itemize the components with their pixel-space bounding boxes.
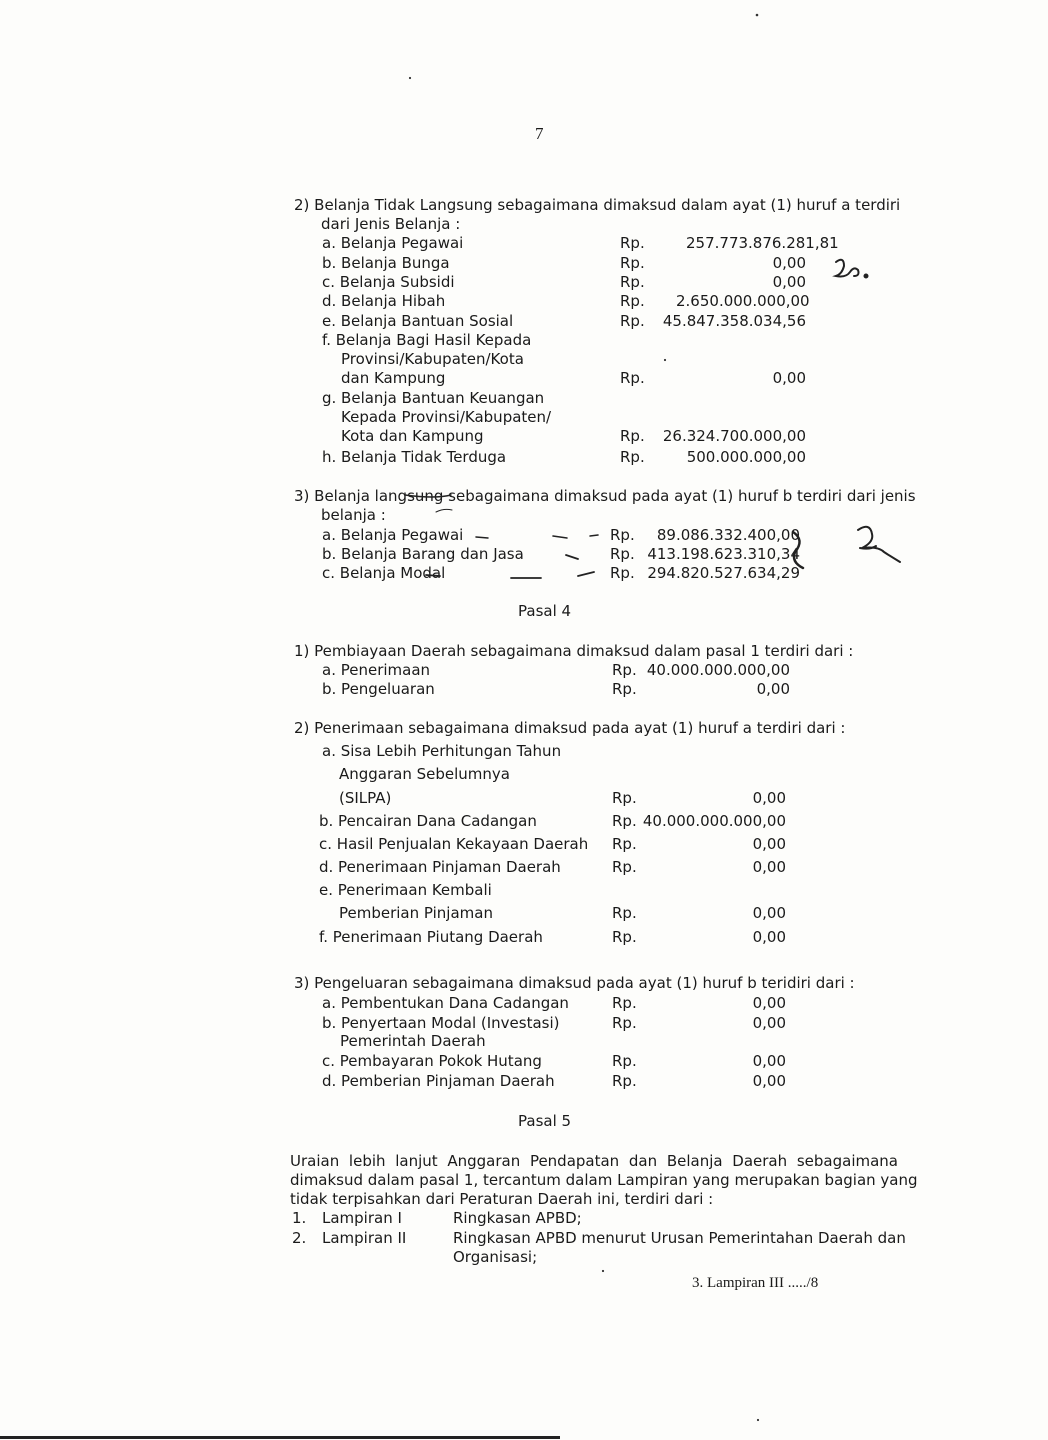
p4s2-item-label-cont: Anggaran Sebelumnya (339, 765, 510, 783)
p4s1-item-label: b. Pengeluaran (322, 680, 435, 698)
s2-item-label: c. Belanja Subsidi (322, 273, 455, 291)
s2-item-amount: 26.324.700.000,00 (662, 427, 806, 445)
p4s2-item-rp: Rp. (612, 789, 637, 807)
p5-line1: Uraian lebih lanjut Anggaran Pendapatan dan Belanja Daerah sebagaimana (290, 1152, 898, 1170)
p4s3-item-rp: Rp. (612, 994, 637, 1012)
s2-item-amount: 0,00 (772, 273, 806, 291)
p4s2-item-amount: 0,00 (752, 789, 786, 807)
p4s2-item-amount: 0,00 (752, 858, 786, 876)
p4s2-item-label-cont: (SILPA) (339, 789, 392, 807)
p4s3-item-label: a. Pembentukan Dana Cadangan (322, 994, 569, 1012)
p4s2-item-rp: Rp. (612, 812, 637, 830)
dash-marks (426, 555, 594, 578)
s3-item-amount: 294.820.527.634,29 (647, 564, 800, 582)
scribble-mark (436, 509, 452, 512)
p4s2-item-label-cont: Pemberian Pinjaman (339, 904, 493, 922)
p4s2-item-rp: Rp. (612, 904, 637, 922)
scan-bottom-edge (0, 1436, 560, 1439)
s2-item-amount: 0,00 (772, 369, 806, 387)
s3-item-amount: 413.198.623.310,34 (647, 545, 800, 563)
footer-next-page: 3. Lampiran III ...../8 (692, 1275, 819, 1291)
s2-item-label: d. Belanja Hibah (322, 292, 446, 310)
s2-intro-line1: 2) Belanja Tidak Langsung sebagaimana dimaksud dalam ayat (1) huruf a terdiri (294, 196, 901, 214)
p5-line3: tidak terpisahkan dari Peraturan Daerah ini, terdiri dari : (290, 1190, 714, 1208)
p4s2-item-amount: 0,00 (752, 904, 786, 922)
p4s2-item-rp: Rp. (612, 928, 637, 946)
s2-item-amount: 257.773.876.281,81 (686, 234, 839, 252)
p4s3-item-amount: 0,00 (752, 994, 786, 1012)
s2-item-label: b. Belanja Bunga (322, 254, 450, 272)
p4s1-item-rp: Rp. (612, 661, 637, 679)
s2-item-rp: Rp. (620, 369, 645, 387)
s2-item-label: e. Belanja Bantuan Sosial (322, 312, 514, 330)
p4s2-intro: 2) Penerimaan sebagaimana dimaksud pada ayat (1) huruf a terdiri dari : (294, 719, 846, 737)
bracket-mark (793, 532, 803, 568)
p4s3-item-amount: 0,00 (752, 1072, 786, 1090)
p4s3-item-amount: 0,00 (752, 1052, 786, 1070)
s3-item-label: b. Belanja Barang dan Jasa (322, 545, 524, 563)
p4s3-item-label: d. Pemberian Pinjaman Daerah (322, 1072, 555, 1090)
s3-item-label: a. Belanja Pegawai (322, 526, 464, 544)
p4s2-item-rp: Rp. (612, 858, 637, 876)
s2-item-label-cont: Provinsi/Kabupaten/Kota (341, 350, 524, 368)
underline-mark (405, 495, 451, 497)
lampiran-desc: Ringkasan APBD; (453, 1209, 582, 1227)
s2-item-amount: 2.650.000.000,00 (676, 292, 810, 310)
s2-item-label-cont: Kota dan Kampung (341, 427, 484, 445)
s2-item-amount: 500.000.000,00 (686, 448, 806, 466)
s2-item-label-cont: Kepada Provinsi/Kabupaten/ (341, 408, 552, 426)
s3-item-rp: Rp. (610, 526, 635, 544)
s3-item-label: c. Belanja Modal (322, 564, 446, 582)
p4s2-item-label: c. Hasil Penjualan Kekayaan Daerah (319, 835, 589, 853)
s3-item-amount: 89.086.332.400,00 (656, 526, 800, 544)
p4s3-item-rp: Rp. (612, 1014, 637, 1032)
p5-line2: dimaksud dalam pasal 1, tercantum dalam Lampiran yang merupakan bagian yang (290, 1171, 918, 1189)
s2-item-rp: Rp. (620, 312, 645, 330)
s2-item-amount: 0,00 (772, 254, 806, 272)
p4s1-item-amount: 40.000.000.000,00 (646, 661, 790, 679)
p4s1-intro: 1) Pembiayaan Daerah sebagaimana dimaksud dalam pasal 1 terdiri dari : (294, 642, 854, 660)
p4s2-item-label: d. Penerimaan Pinjaman Daerah (319, 858, 561, 876)
s3-intro-line2: belanja : (321, 506, 386, 524)
s2-item-label-cont: dan Kampung (341, 369, 446, 387)
lampiran-num: 2. (292, 1229, 307, 1247)
p4s3-item-label: c. Pembayaran Pokok Hutang (322, 1052, 542, 1070)
signature-mark (858, 527, 900, 562)
p4s2-item-label: e. Penerimaan Kembali (319, 881, 492, 899)
s3-intro-line1: 3) Belanja langsung sebagaimana dimaksud pada ayat (1) huruf b terdiri dari jenis (294, 487, 916, 505)
s2-item-label: f. Belanja Bagi Hasil Kepada (322, 331, 532, 349)
s2-item-rp: Rp. (620, 292, 645, 310)
s3-item-rp: Rp. (610, 564, 635, 582)
s2-item-rp: Rp. (620, 254, 645, 272)
s3-item-rp: Rp. (610, 545, 635, 563)
page-number: 7 (535, 124, 544, 143)
p4s1-item-amount: 0,00 (756, 680, 790, 698)
p4s1-item-rp: Rp. (612, 680, 637, 698)
p4s2-item-label: a. Sisa Lebih Perhitungan Tahun (322, 742, 562, 760)
paraf-mark (836, 260, 859, 277)
p4s3-item-label-cont: Pemerintah Daerah (340, 1032, 486, 1050)
pasal-4-heading: Pasal 4 (518, 602, 572, 620)
s2-item-rp: Rp. (620, 448, 645, 466)
s2-item-amount: 45.847.358.034,56 (662, 312, 806, 330)
s2-item-label: g. Belanja Bantuan Keuangan (322, 389, 545, 407)
s2-item-rp: Rp. (620, 273, 645, 291)
p4s2-item-label: b. Pencairan Dana Cadangan (319, 812, 537, 830)
p4s2-item-amount: 0,00 (752, 928, 786, 946)
lampiran-desc-cont: Organisasi; (453, 1248, 538, 1266)
p4s1-item-label: a. Penerimaan (322, 661, 431, 679)
p4s2-item-label: f. Penerimaan Piutang Daerah (319, 928, 543, 946)
lampiran-desc: Ringkasan APBD menurut Urusan Pemerintahan Daerah dan (453, 1229, 906, 1247)
p4s3-item-label: b. Penyertaan Modal (Investasi) (322, 1014, 560, 1032)
s2-item-rp: Rp. (620, 234, 645, 252)
dash-marks (476, 535, 598, 538)
lampiran-name: Lampiran II (322, 1229, 407, 1247)
paraf-dot (865, 275, 868, 278)
lampiran-name: Lampiran I (322, 1209, 402, 1227)
p4s2-item-rp: Rp. (612, 835, 637, 853)
p4s3-intro: 3) Pengeluaran sebagaimana dimaksud pada ayat (1) huruf b teridiri dari : (294, 974, 855, 992)
p4s2-item-amount: 40.000.000.000,00 (642, 812, 786, 830)
p4s2-item-amount: 0,00 (752, 835, 786, 853)
p4s3-item-rp: Rp. (612, 1052, 637, 1070)
s2-item-rp: Rp. (620, 427, 645, 445)
lampiran-num: 1. (292, 1209, 307, 1227)
p4s3-item-amount: 0,00 (752, 1014, 786, 1032)
s2-item-label: h. Belanja Tidak Terduga (322, 448, 507, 466)
s2-intro-line2: dari Jenis Belanja : (321, 215, 461, 233)
s2-item-label: a. Belanja Pegawai (322, 234, 464, 252)
p4s3-item-rp: Rp. (612, 1072, 637, 1090)
pasal-5-heading: Pasal 5 (518, 1112, 572, 1130)
